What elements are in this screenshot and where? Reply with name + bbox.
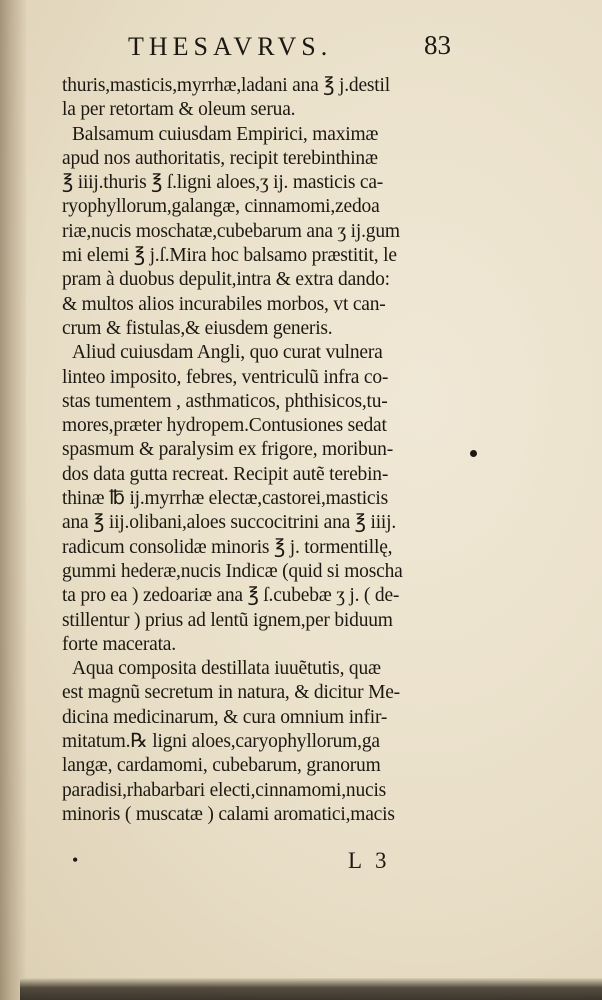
- text-line: stillentur ) prius ad lentũ ignem,per biduum: [62, 609, 393, 631]
- text-line: ana ℥ iij.olibani,aloes succocitrini ana ℥ iiij.: [62, 512, 397, 534]
- footer-mark: •: [72, 850, 79, 870]
- text-line: & multos alios incurabiles morbos, vt can-: [62, 293, 386, 315]
- running-title: THESAVRVS.: [128, 32, 333, 61]
- signature-mark: L 3: [348, 848, 391, 873]
- text-line: gummi hederæ,nucis Indicæ (quid si moscha: [62, 560, 403, 582]
- text-line: mi elemi ℥ j.ſ.Mira hoc balsamo præstitit, le: [62, 245, 397, 267]
- text-line: dos data gutta recreat. Recipit autẽ terebin-: [62, 463, 389, 485]
- text-line: forte macerata.: [62, 633, 176, 655]
- text-line: thinæ ℔ ij.myrrhæ electæ,castorei,masticis: [62, 488, 388, 510]
- text-line: radicum consolidæ minoris ℥ j. tormentillę,: [62, 536, 393, 558]
- binding-gutter: [0, 0, 26, 1000]
- text-line: mores,præter hydropem.Contusiones sedat: [62, 415, 387, 437]
- body-text: [62, 74, 462, 827]
- text-line: dicina medicinarum, & cura omnium infir-: [62, 706, 388, 728]
- text-line: est magnũ secretum in natura, & dicitur Me-: [62, 682, 400, 704]
- paragraph-start-line: Balsamum cuiusdam Empirici, maximæ: [72, 123, 379, 145]
- text-line: apud nos authoritatis, recipit terebinthinæ: [62, 147, 378, 169]
- paragraph-start-line: Aqua composita destillata iuuẽtutis, quæ: [72, 658, 381, 680]
- paragraph-start-line: Aliud cuiusdam Angli, quo curat vulnera: [72, 342, 383, 364]
- text-line: pram à duobus depulit,intra & extra dando:: [62, 269, 390, 291]
- text-line: ℥ iiij.thuris ℥ ſ.ligni aloes,ʒ ij. masticis ca-: [62, 172, 384, 194]
- text-line: thuris,masticis,myrrhæ,ladani ana ℥ j.destil: [62, 75, 390, 96]
- text-line: stas tumentem , asthmaticos, phthisicos,tu-: [62, 390, 388, 412]
- text-line: spasmum & paralysim ex frigore, moribun-: [62, 439, 394, 461]
- ink-blot: [470, 450, 477, 457]
- text-line: riæ,nucis moschatæ,cubebarum ana ʒ ij.gum: [62, 220, 400, 242]
- page-bottom-edge: [20, 978, 602, 1000]
- text-line: ryophyllorum,galangæ, cinnamomi,zedoa: [62, 196, 380, 218]
- text-line: minoris ( muscatæ ) calami aromatici,macis: [62, 803, 395, 825]
- text-line: linteo imposito, febres, ventriculũ infra co-: [62, 366, 389, 388]
- text-line: la per retortam & oleum serua.: [62, 99, 296, 121]
- text-line: paradisi,rhabarbari electi,cinnamomi,nucis: [62, 779, 387, 801]
- page-number: 83: [424, 30, 451, 60]
- page-footer: [62, 848, 462, 880]
- text-line: langæ, cardamomi, cubebarum, granorum: [62, 755, 381, 777]
- text-line: ta pro ea ) zedoariæ ana ℥ ſ.cubebæ ʒ j. ( de-: [62, 585, 400, 607]
- page-header: [60, 30, 460, 66]
- text-line: crum & fistulas,& eiusdem generis.: [62, 317, 333, 339]
- text-line: mitatum.℞ ligni aloes,caryophyllorum,ga: [62, 731, 380, 753]
